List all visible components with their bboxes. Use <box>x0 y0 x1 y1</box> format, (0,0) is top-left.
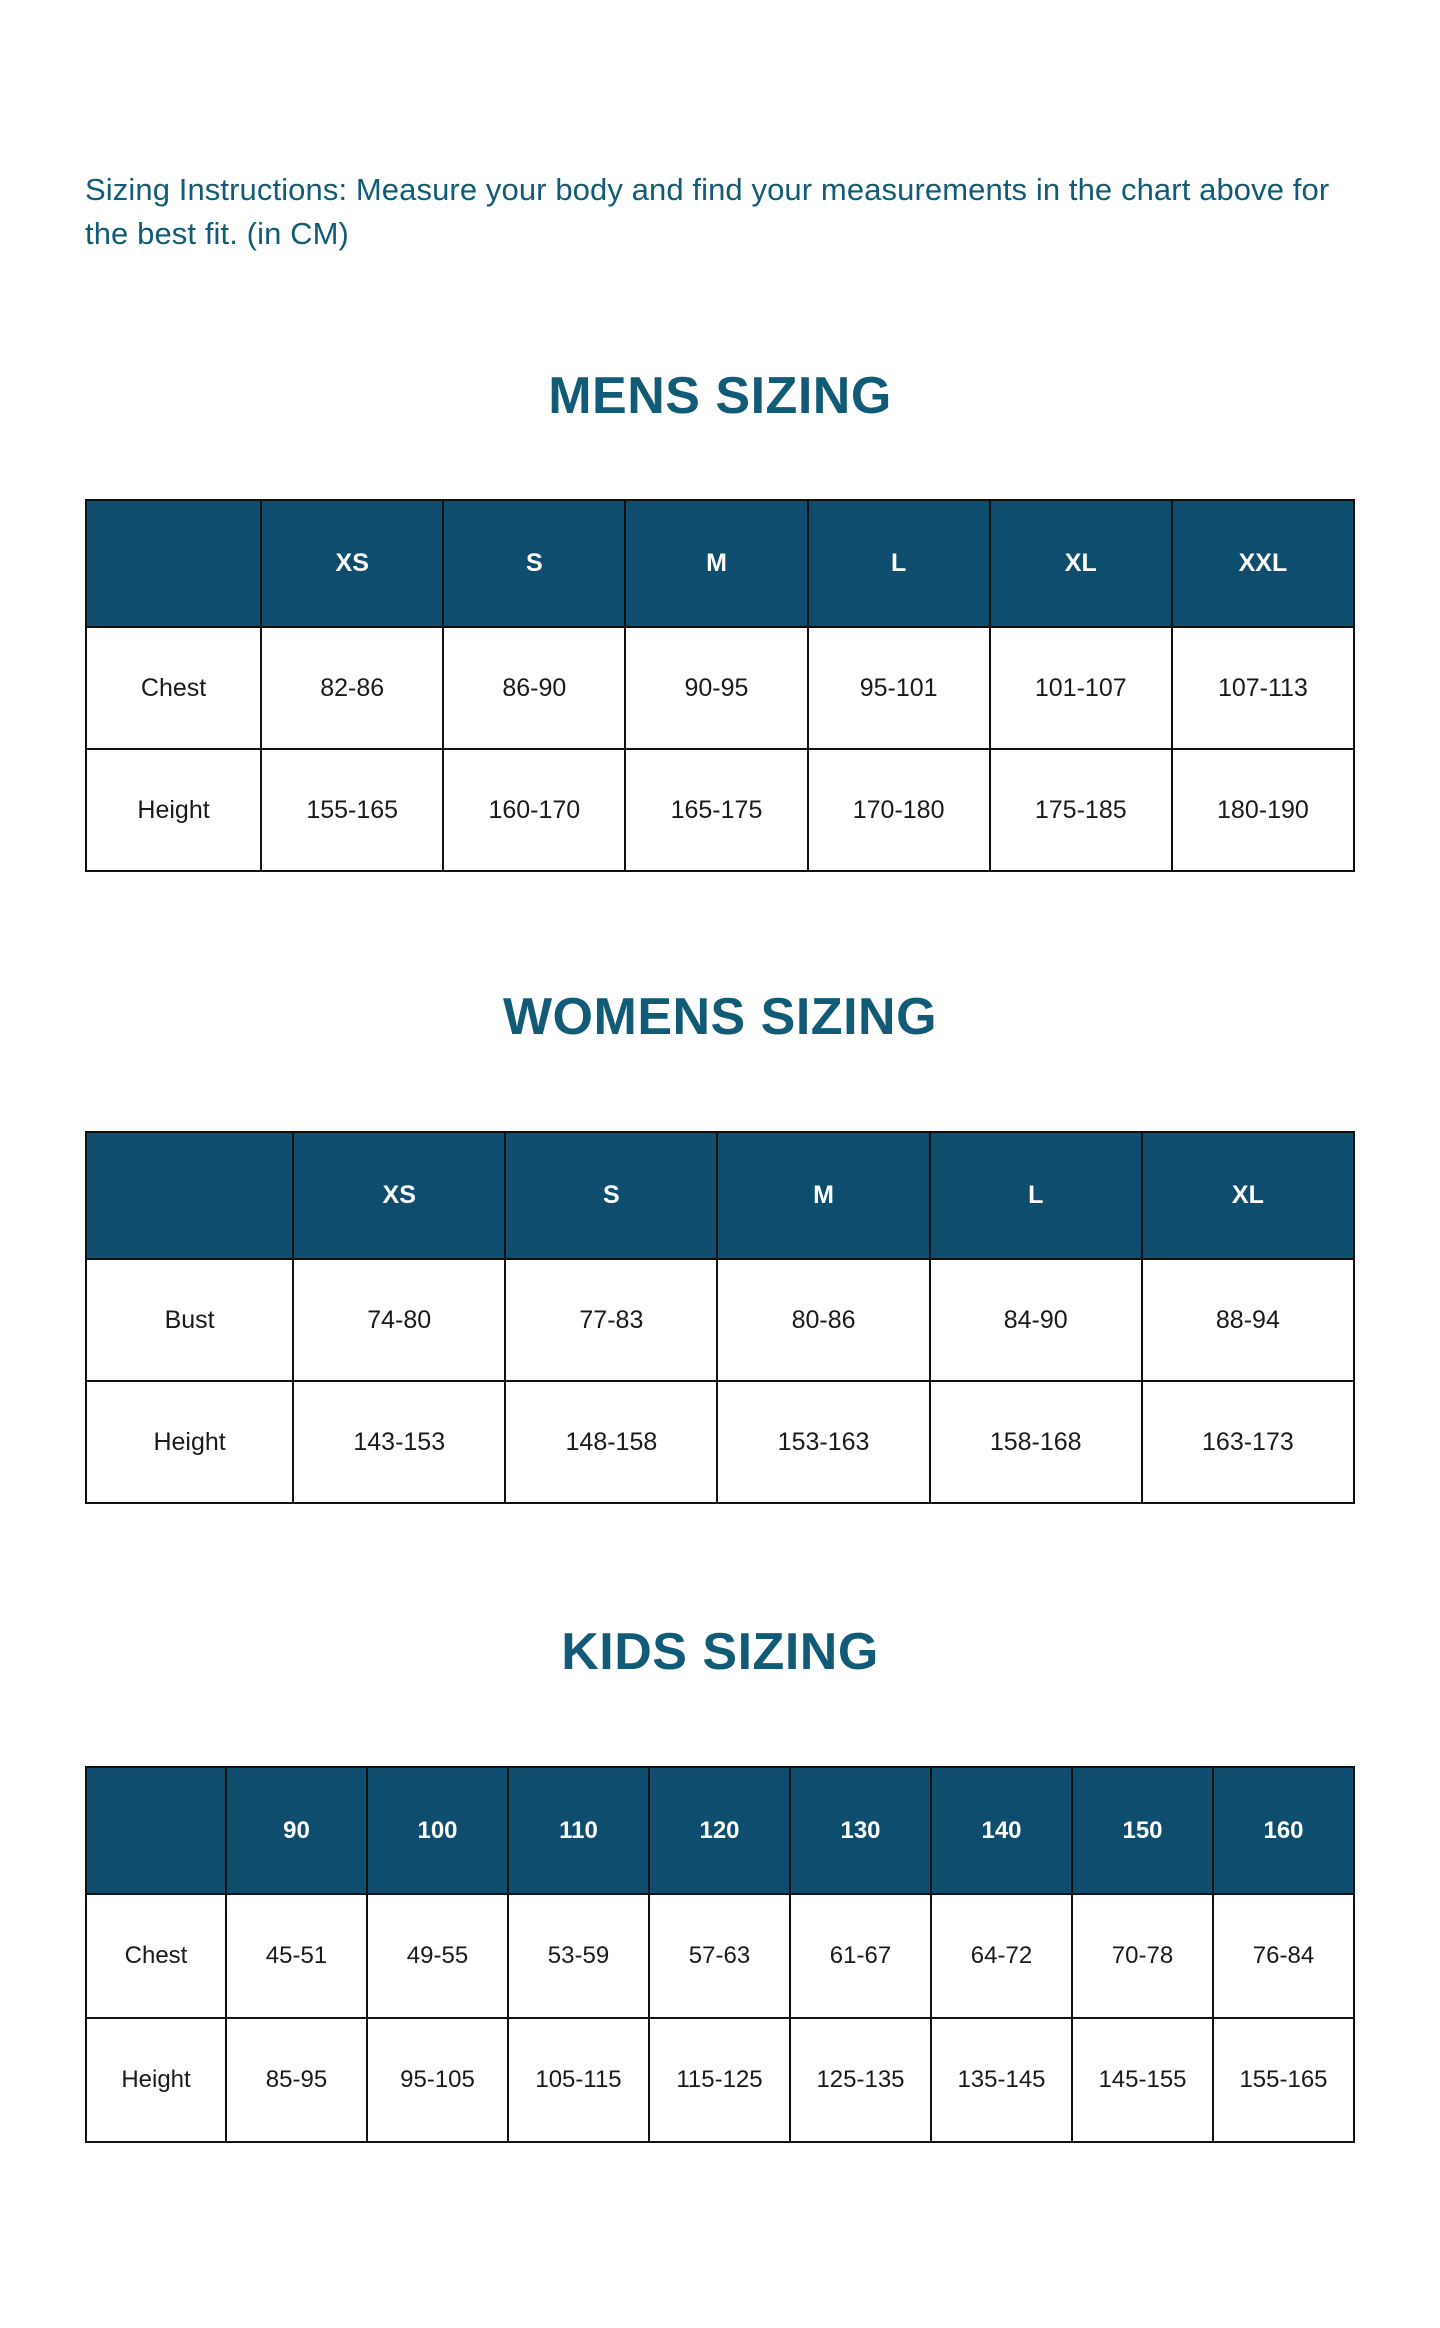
column-header-blank <box>86 1132 293 1259</box>
column-header-xs: XS <box>261 500 443 627</box>
cell-chest-l: 95-101 <box>808 627 990 749</box>
kids-sizing-table <box>85 1766 1355 2143</box>
column-header-s: S <box>443 500 625 627</box>
cell-bust-m: 80-86 <box>717 1259 929 1381</box>
sizing-instructions: Sizing Instructions: Measure your body and find your measurements in the chart above for the best fit. (in CM) <box>85 172 1330 252</box>
cell-bust-xs: 74-80 <box>293 1259 505 1381</box>
table-row <box>86 1259 1354 1381</box>
cell-height-90: 85-95 <box>226 2018 367 2142</box>
cell-chest-130: 61-67 <box>790 1894 931 2018</box>
cell-height-xl: 175-185 <box>990 749 1172 871</box>
table-row <box>86 1894 1354 2018</box>
cell-height-m: 165-175 <box>625 749 807 871</box>
cell-chest-xxl: 107-113 <box>1172 627 1354 749</box>
table-header-row <box>86 500 1354 627</box>
cell-height-s: 160-170 <box>443 749 625 871</box>
cell-bust-xl: 88-94 <box>1142 1259 1354 1381</box>
cell-height-xxl: 180-190 <box>1172 749 1354 871</box>
row-label-chest: Chest <box>86 1894 226 2018</box>
column-header-blank <box>86 500 261 627</box>
cell-bust-l: 84-90 <box>930 1259 1142 1381</box>
cell-height-150: 145-155 <box>1072 2018 1213 2142</box>
row-label-bust: Bust <box>86 1259 293 1381</box>
cell-height-130: 125-135 <box>790 2018 931 2142</box>
cell-height-100: 95-105 <box>367 2018 508 2142</box>
table-row <box>86 749 1354 871</box>
cell-height-110: 105-115 <box>508 2018 649 2142</box>
column-header-140: 140 <box>931 1767 1072 1894</box>
cell-chest-140: 64-72 <box>931 1894 1072 2018</box>
column-header-s: S <box>505 1132 717 1259</box>
cell-chest-120: 57-63 <box>649 1894 790 2018</box>
size-chart-page <box>0 168 1440 2328</box>
cell-chest-100: 49-55 <box>367 1894 508 2018</box>
column-header-120: 120 <box>649 1767 790 1894</box>
column-header-l: L <box>930 1132 1142 1259</box>
kids-sizing-title: KIDS SIZING <box>561 1623 879 1682</box>
cell-height-160: 155-165 <box>1213 2018 1354 2142</box>
column-header-l: L <box>808 500 990 627</box>
column-header-110: 110 <box>508 1767 649 1894</box>
cell-height-xs: 155-165 <box>261 749 443 871</box>
row-label-chest: Chest <box>86 627 261 749</box>
mens-sizing-table <box>85 499 1355 872</box>
column-header-xl: XL <box>990 500 1172 627</box>
row-label-height: Height <box>86 1381 293 1503</box>
column-header-90: 90 <box>226 1767 367 1894</box>
cell-chest-90: 45-51 <box>226 1894 367 2018</box>
cell-height-l: 170-180 <box>808 749 990 871</box>
cell-chest-m: 90-95 <box>625 627 807 749</box>
row-label-height: Height <box>86 2018 226 2142</box>
table-header-row <box>86 1767 1354 1894</box>
table-row <box>86 1381 1354 1503</box>
cell-bust-s: 77-83 <box>505 1259 717 1381</box>
cell-height-s: 148-158 <box>505 1381 717 1503</box>
row-label-height: Height <box>86 749 261 871</box>
cell-height-140: 135-145 <box>931 2018 1072 2142</box>
column-header-m: M <box>717 1132 929 1259</box>
column-header-xxl: XXL <box>1172 500 1354 627</box>
womens-sizing-table <box>85 1131 1355 1504</box>
cell-height-xl: 163-173 <box>1142 1381 1354 1503</box>
column-header-blank <box>86 1767 226 1894</box>
column-header-160: 160 <box>1213 1767 1354 1894</box>
cell-chest-110: 53-59 <box>508 1894 649 2018</box>
table-header-row <box>86 1132 1354 1259</box>
column-header-130: 130 <box>790 1767 931 1894</box>
cell-chest-160: 76-84 <box>1213 1894 1354 2018</box>
cell-height-xs: 143-153 <box>293 1381 505 1503</box>
column-header-150: 150 <box>1072 1767 1213 1894</box>
cell-chest-xl: 101-107 <box>990 627 1172 749</box>
column-header-100: 100 <box>367 1767 508 1894</box>
cell-chest-s: 86-90 <box>443 627 625 749</box>
mens-sizing-title: MENS SIZING <box>548 367 892 426</box>
womens-sizing-title: WOMENS SIZING <box>502 988 938 1047</box>
cell-height-m: 153-163 <box>717 1381 929 1503</box>
cell-height-l: 158-168 <box>930 1381 1142 1503</box>
cell-height-120: 115-125 <box>649 2018 790 2142</box>
cell-chest-xs: 82-86 <box>261 627 443 749</box>
cell-chest-150: 70-78 <box>1072 1894 1213 2018</box>
column-header-m: M <box>625 500 807 627</box>
table-row <box>86 627 1354 749</box>
column-header-xl: XL <box>1142 1132 1354 1259</box>
table-row <box>86 2018 1354 2142</box>
column-header-xs: XS <box>293 1132 505 1259</box>
